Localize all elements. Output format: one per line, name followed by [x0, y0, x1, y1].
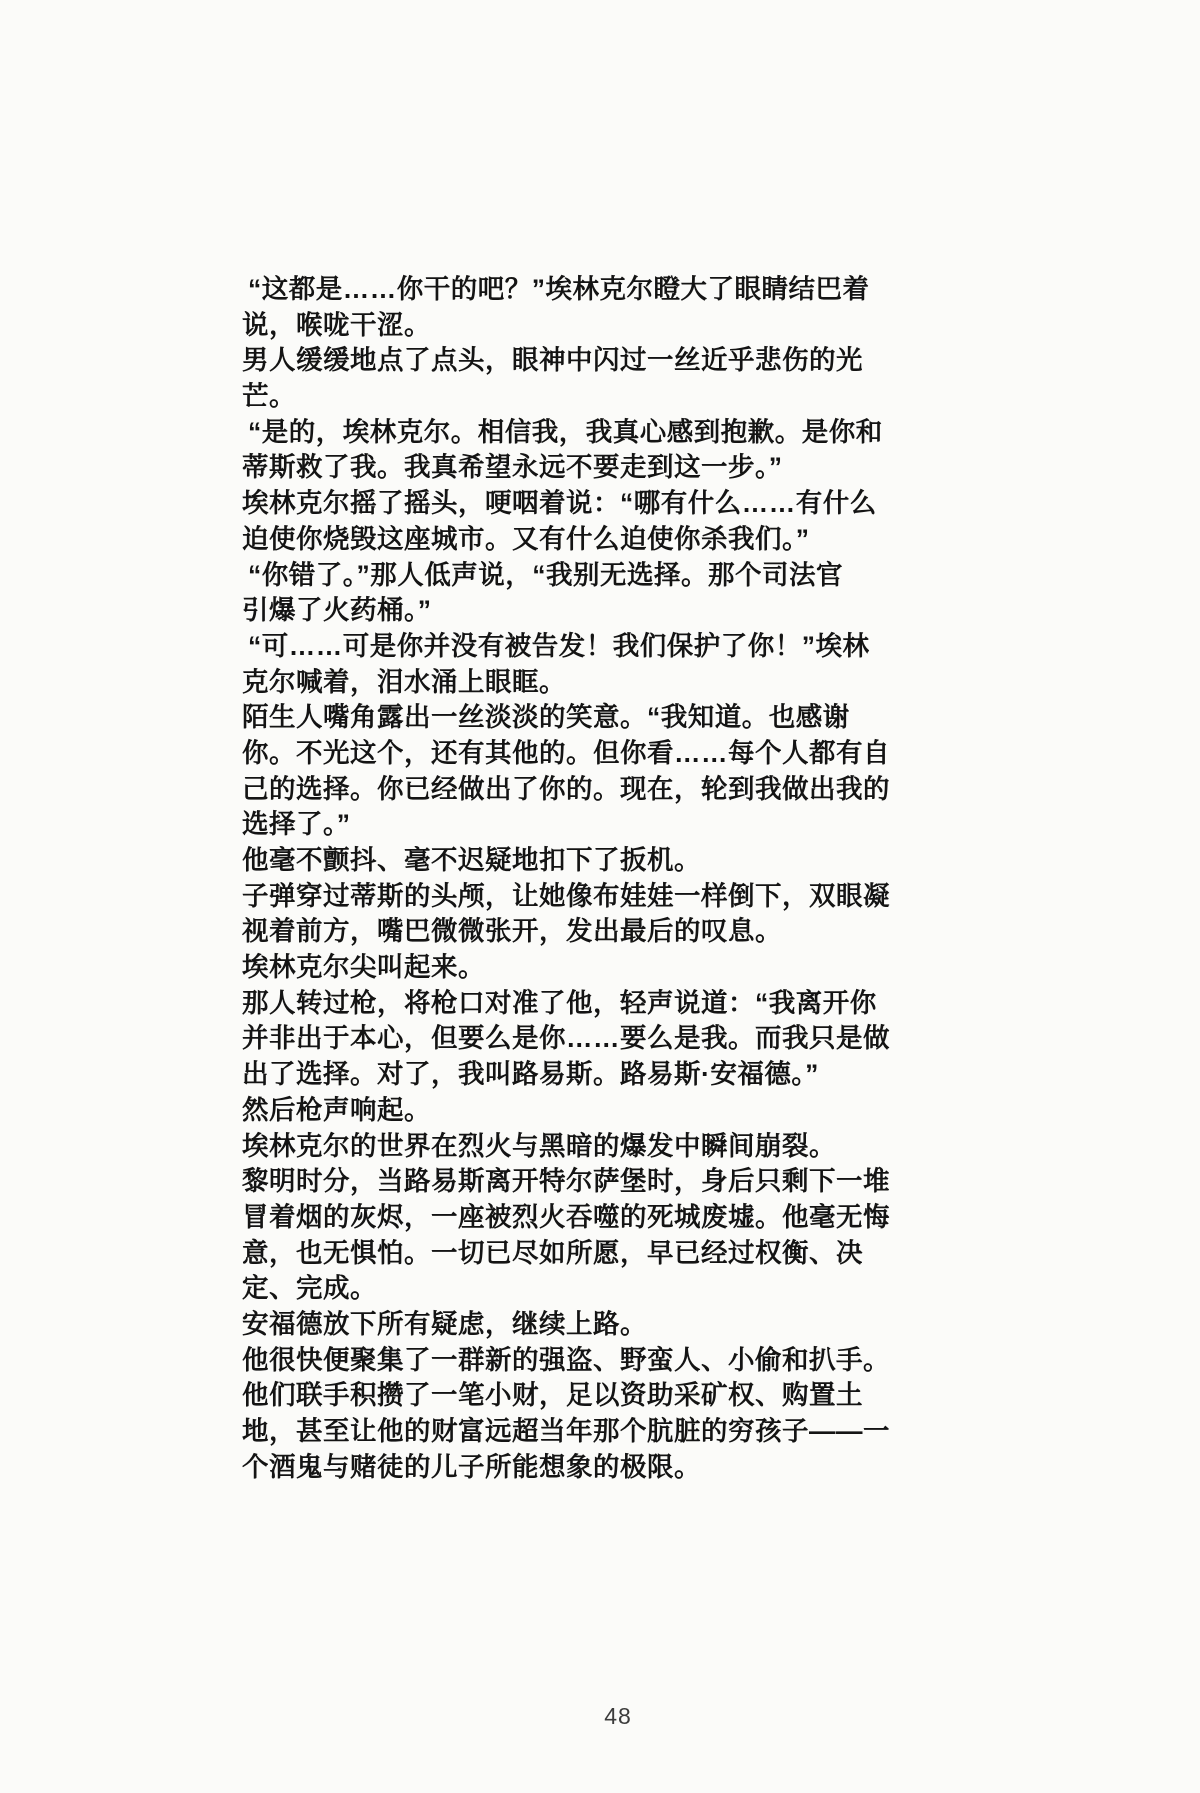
text-line: 迫使你烧毁这座城市。又有什么迫使你杀我们。” — [242, 523, 810, 554]
text-line: 说，喉咙干涩。 — [242, 309, 431, 340]
text-line: 然后枪声响起。 — [242, 1094, 431, 1125]
text-line: 选择了。” — [242, 809, 351, 840]
text-line: 定、完成。 — [242, 1273, 377, 1304]
text-line: 那人转过枪，将枪口对准了他，轻声说道：“我离开你 — [242, 987, 877, 1018]
text-column — [242, 272, 890, 1485]
text-line: 引爆了火药桶。” — [242, 595, 432, 626]
text-line: 埃林克尔摇了摇头，哽咽着说：“哪有什么……有什么 — [242, 488, 877, 519]
text-line: 安福德放下所有疑虑，继续上路。 — [242, 1308, 647, 1339]
text-line: 黎明时分，当路易斯离开特尔萨堡时，身后只剩下一堆 — [242, 1166, 890, 1197]
text-line: 个酒鬼与赌徒的儿子所能想象的极限。 — [242, 1451, 701, 1482]
text-line: 出了选择。对了，我叫路易斯。路易斯·安福德。” — [242, 1059, 819, 1090]
text-line: 并非出于本心，但要么是你……要么是我。而我只是做 — [242, 1023, 890, 1054]
text-line: 陌生人嘴角露出一丝淡淡的笑意。“我知道。也感谢 — [242, 702, 850, 733]
text-line: “是的，埃林克尔。相信我，我真心感到抱歉。是你和 — [248, 416, 883, 447]
text-line: 他毫不颤抖、毫不迟疑地扣下了扳机。 — [242, 845, 701, 875]
text-line: “你错了。”那人低声说，“我别无选择。那个司法官 — [248, 559, 843, 590]
text-line: 己的选择。你已经做出了你的。现在，轮到我做出我的 — [242, 773, 890, 804]
text-line: 意，也无惧怕。一切已尽如所愿，早已经过权衡、决 — [242, 1237, 863, 1268]
text-line: “这都是……你干的吧？”埃林克尔瞪大了眼睛结巴着 — [248, 274, 870, 304]
text-line: 他们联手积攒了一笔小财，足以资助采矿权、购置土 — [242, 1380, 863, 1411]
text-line: 你。不光这个，还有其他的。但你看……每个人都有自 — [242, 737, 890, 768]
text-line: 埃林克尔的世界在烈火与黑暗的爆发中瞬间崩裂。 — [242, 1130, 836, 1161]
text-line: 冒着烟的灰烬，一座被烈火吞噬的死城废墟。他毫无悔 — [242, 1201, 890, 1232]
text-line: 芒。 — [242, 381, 296, 412]
page-number: 48 — [604, 1703, 632, 1729]
text-line: 他很快便聚集了一群新的强盗、野蛮人、小偷和扒手。 — [242, 1344, 890, 1375]
text-line: 视着前方，嘴巴微微张开，发出最后的叹息。 — [242, 916, 782, 947]
text-line: 男人缓缓地点了点头，眼神中闪过一丝近乎悲伤的光 — [242, 345, 863, 376]
text-line: 子弹穿过蒂斯的头颅，让她像布娃娃一样倒下，双眼凝 — [242, 880, 890, 911]
text-line: “可……可是你并没有被告发！我们保护了你！”埃林 — [248, 630, 870, 661]
text-line: 埃林克尔尖叫起来。 — [242, 952, 485, 983]
text-line: 蒂斯救了我。我真希望永远不要走到这一步。” — [242, 452, 783, 483]
text-line: 地，甚至让他的财富远超当年那个肮脏的穷孩子——一 — [242, 1416, 890, 1446]
text-line: 克尔喊着，泪水涌上眼眶。 — [242, 666, 566, 697]
